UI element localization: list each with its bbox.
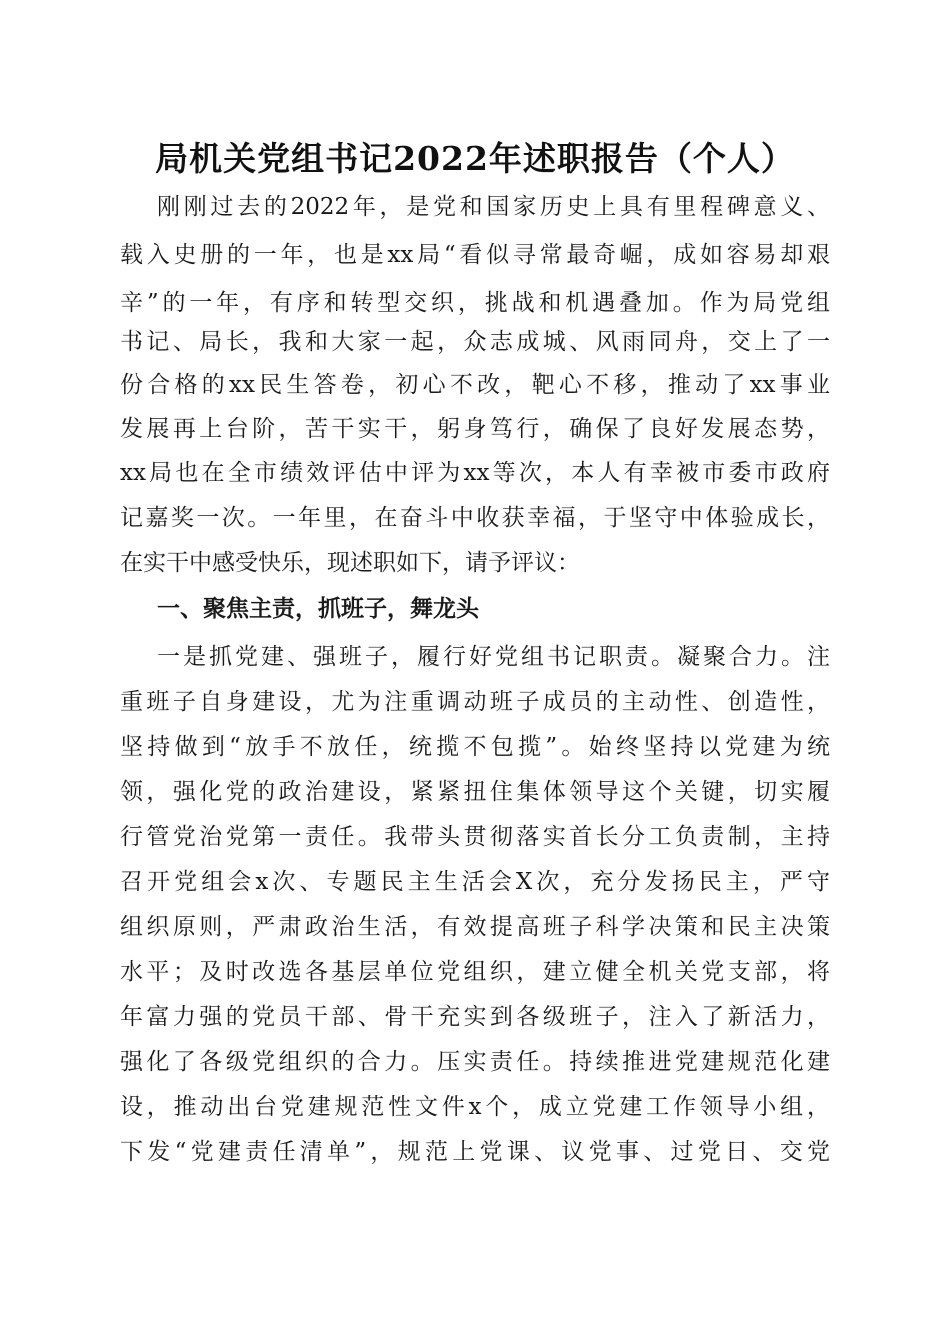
paragraph-line: 载入史册的一年，也是xx局“看似寻常最奇崛，成如容易却艰: [120, 242, 830, 268]
paragraph-line: 领，强化党的政治建设，紧紧扭住集体领导这个关键，切实履: [120, 779, 830, 805]
paragraph-line: 设，推动出台党建规范性文件x个，成立党建工作领导小组，: [120, 1094, 830, 1120]
paragraph-line: 水平；及时改选各基层单位党组织，建立健全机关党支部，将: [120, 959, 830, 985]
paragraph-line: 下发“党建责任清单”，规范上党课、议党事、过党日、交党: [120, 1139, 830, 1165]
paragraph-line: 组织原则，严肃政治生活，有效提高班子科学决策和民主决策: [120, 914, 830, 940]
paragraph-line: 发展再上台阶，苦干实干，躬身笃行，确保了良好发展态势，: [120, 416, 830, 442]
paragraph-line: xx局也在全市绩效评估中评为xx等次，本人有幸被市委市政府: [120, 460, 830, 486]
paragraph-line: 记嘉奖一次。一年里，在奋斗中收获幸福，于坚守中体验成长，: [120, 505, 830, 531]
paragraph-line: 书记、局长，我和大家一起，众志成城、风雨同舟，交上了一: [120, 329, 830, 355]
document-title: 局机关党组书记2022年述职报告（个人）: [155, 139, 795, 178]
paragraph-line: 强化了各级党组织的合力。压实责任。持续推进党建规范化建: [120, 1049, 830, 1075]
paragraph-line: 份合格的xx民生答卷，初心不改，靶心不移，推动了xx事业: [120, 372, 830, 398]
paragraph-line: 年富力强的党员干部、骨干充实到各级班子，注入了新活力，: [120, 1004, 830, 1030]
paragraph-line: 一是抓党建、强班子，履行好党组书记职责。凝聚合力。注: [157, 644, 830, 670]
paragraph-line: 行管党治党第一责任。我带头贯彻落实首长分工负责制，主持: [120, 824, 830, 850]
paragraph-line: 重班子自身建设，尤为注重调动班子成员的主动性、创造性，: [120, 689, 830, 715]
paragraph-line: 辛”的一年，有序和转型交织，挑战和机遇叠加。作为局党组: [120, 290, 830, 316]
paragraph-line: 坚持做到“放手不放任，统揽不包揽”。始终坚持以党建为统: [120, 734, 830, 760]
paragraph-line: 召开党组会x次、专题民主生活会X次，充分发扬民主，严守: [120, 869, 830, 895]
section-heading: 一、聚焦主责，抓班子，舞龙头: [157, 596, 479, 622]
paragraph-line: 在实干中感受快乐，现述职如下，请予评议：: [120, 550, 580, 576]
paragraph-line: 刚刚过去的2022年，是党和国家历史上具有里程碑意义、: [157, 194, 830, 220]
